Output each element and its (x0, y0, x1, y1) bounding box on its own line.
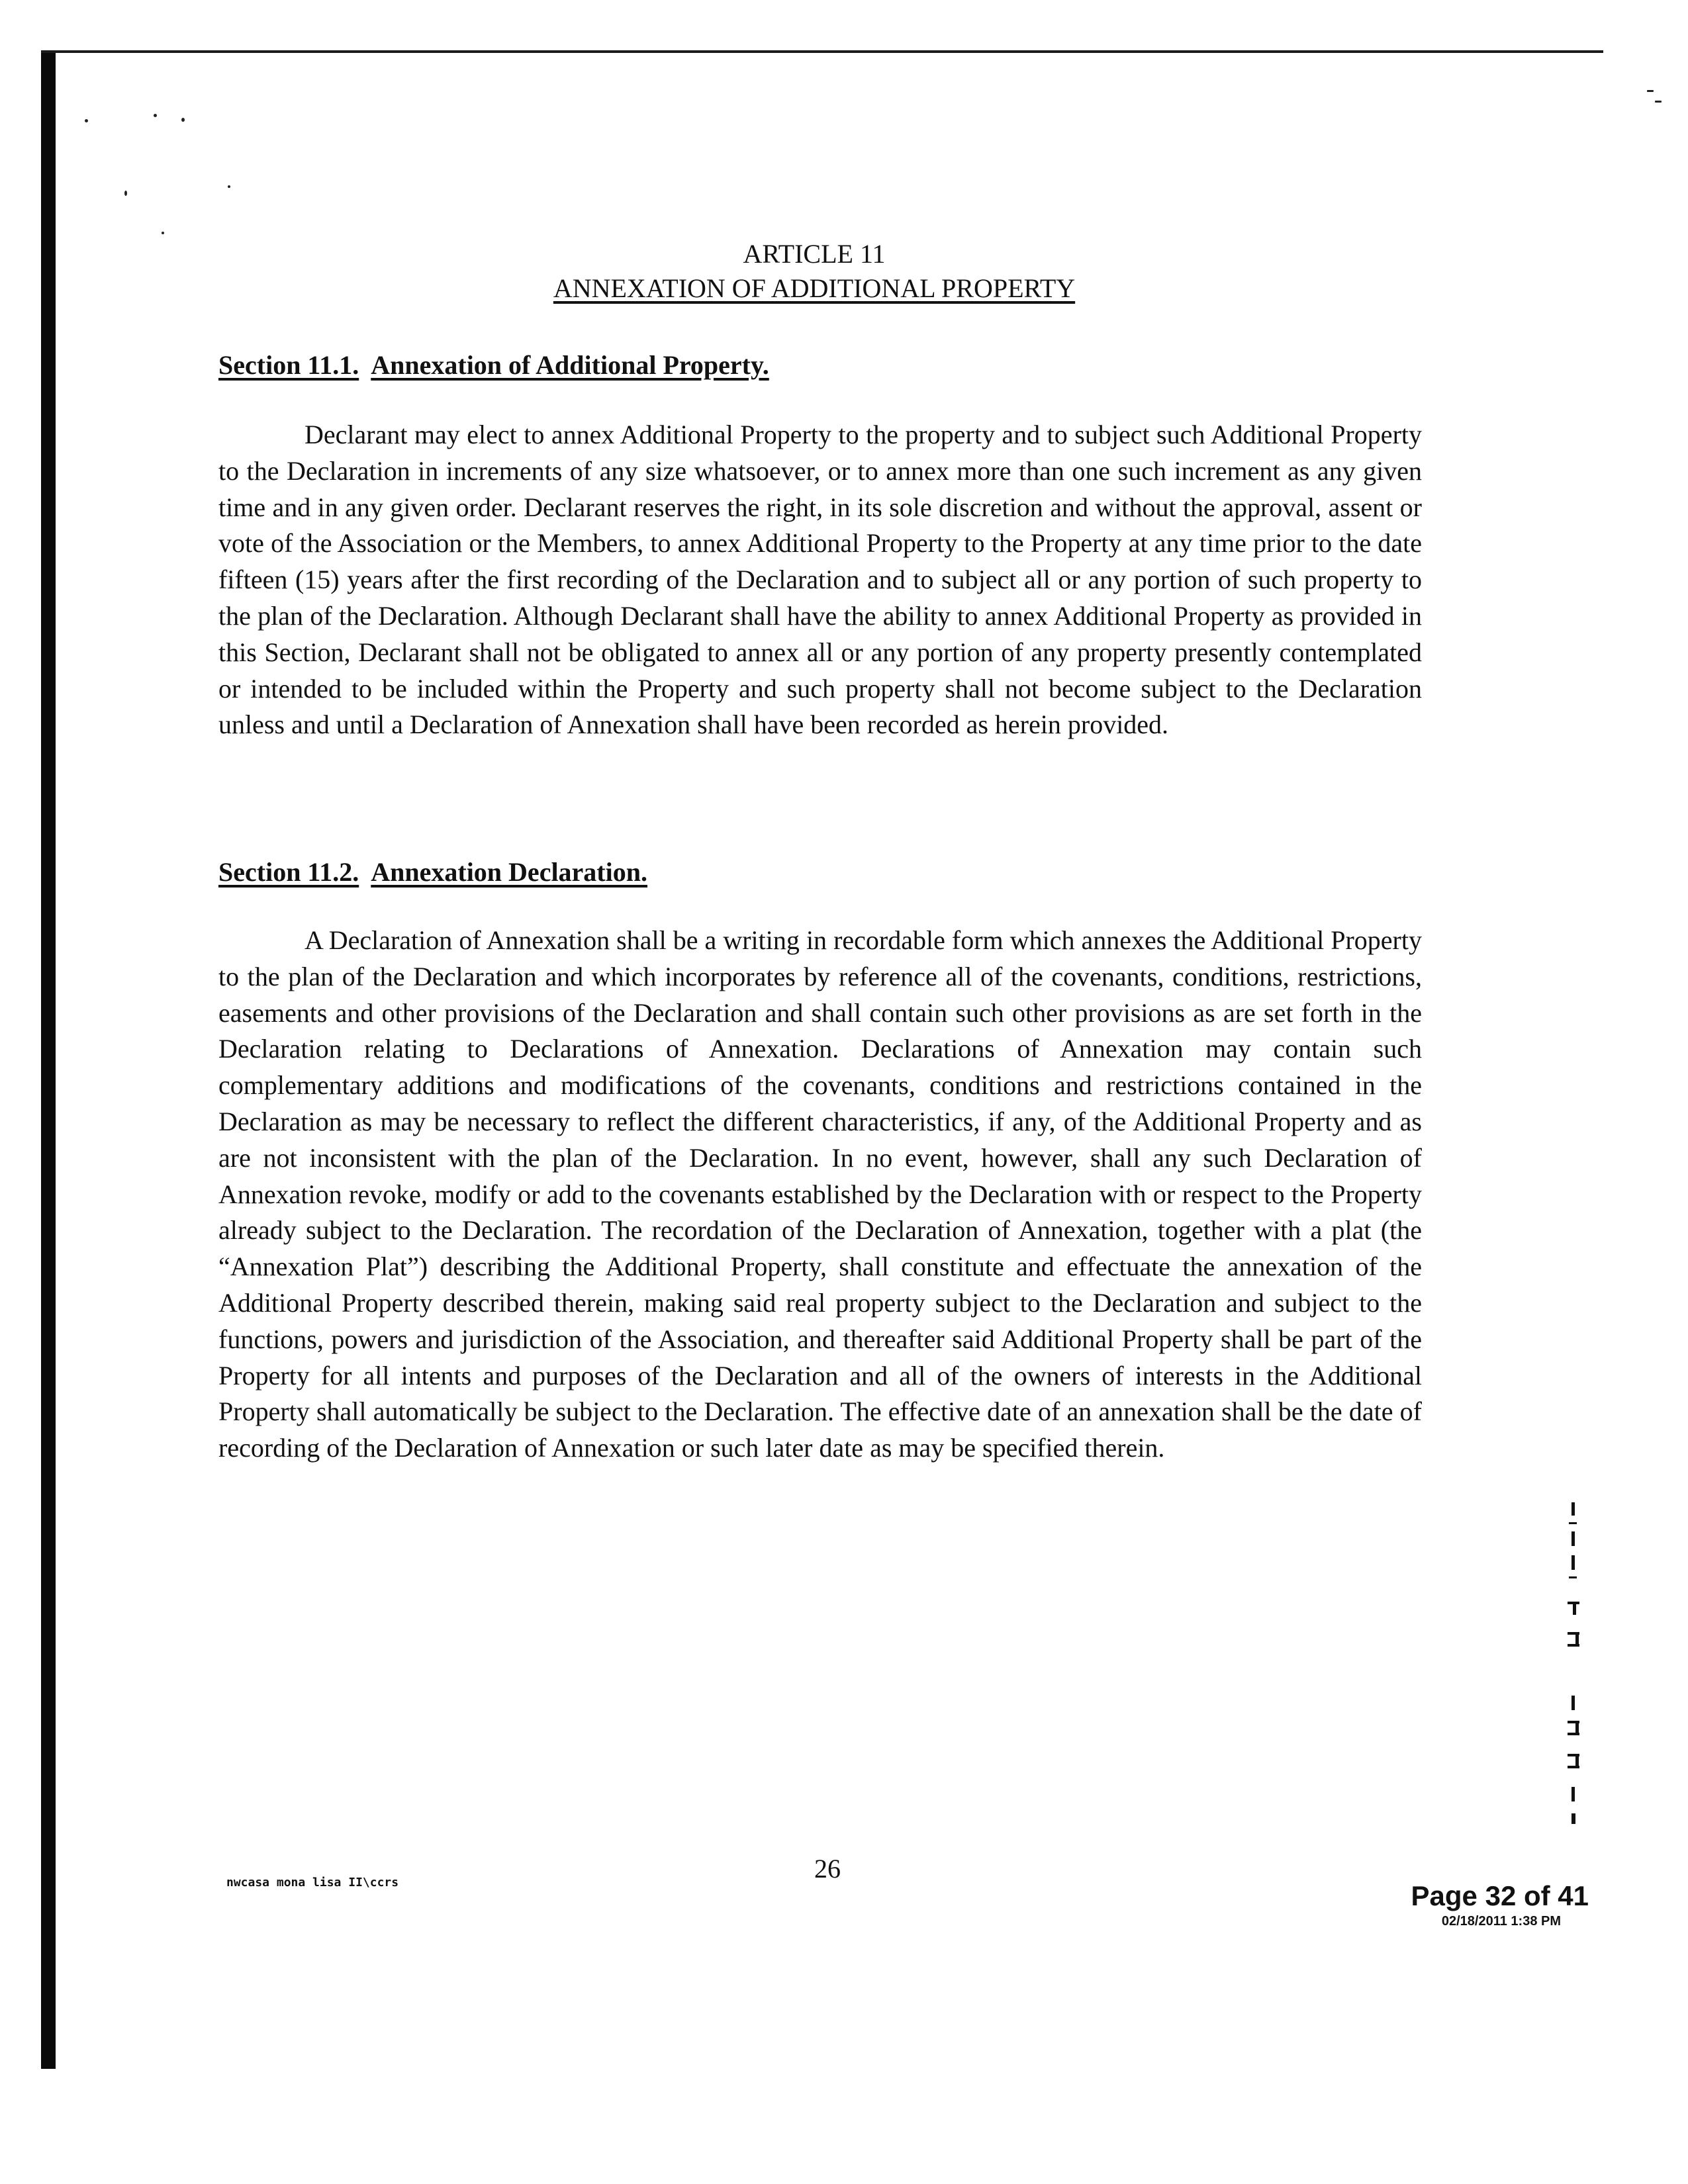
scan-edge-bar (41, 50, 56, 2069)
scan-speck (181, 118, 185, 122)
scan-speck (162, 232, 164, 234)
date-stamp: 02/18/2011 1:38 PM (1441, 1914, 1561, 1929)
scan-speck (228, 185, 230, 188)
scan-speck (1655, 101, 1662, 103)
scan-speck (154, 114, 157, 117)
section-number: Section 11.2. (218, 857, 359, 887)
section-title: Annexation of Additional Property. (371, 350, 769, 380)
scan-top-line (41, 50, 1603, 53)
article-title: ANNEXATION OF ADDITIONAL PROPERTY (553, 273, 1076, 303)
section-heading (218, 348, 769, 383)
section-title: Annexation Declaration. (371, 857, 647, 887)
section-body: Declarant may elect to annex Additional Property to the property and to subject such Additional Property to the Declaration in increments of any size whatsoever, or to annex more than one such increment as any given time and in any given order. Declarant reserves the right, in its sole discretion and without the approval, assent or vote of the Association or the Members, to annex Additional Property to the Property at any time prior to the date fifteen (15) years after the first recording of the Declaration and to subject all or any portion of such property to the plan of the Declaration. Although Declarant shall have the ability to annex Additional Property as provided in this Section, Declarant shall not be obligated to annex all or any portion of any property presently contemplated or intended to be included within the Property and such property shall not become subject to the Declaration unless and until a Declaration of Annexation shall have been recorded as herein provided. (218, 420, 1422, 740)
section-heading (218, 855, 647, 889)
scan-speck (85, 119, 88, 122)
section-body: A Declaration of Annexation shall be a writing in recordable form which annexes the Additional Property to the plan of the Declaration and which incorporates by reference all of the covenants, conditions, restrictions, easements and other provisions of the Declaration and shall contain such other provisions as are set forth in the Declaration relating to Declarations of Annexation. Declarations of Annexation may contain such complementary additions and modifications of the covenants, conditions and restrictions contained in the Declaration as may be necessary to reflect the different characteristics, if any, of the Additional Property and as are not inconsistent with the plan of the Declaration. In no event, however, shall any such Declaration of Annexation revoke, modify or add to the covenants established by the Declaration with or respect to the Property already subject to the Declaration. The recordation of the Declaration of Annexation, together with a plat (the “Annexation Plat”) describing the Additional Property, shall constitute and effectuate the annexation of the Additional Property described therein, making said real property subject to the Declaration and subject to the functions, powers and jurisdiction of the Association, and thereafter said Additional Property shall be part of the Property for all intents and purposes of the Declaration and all of the owners of interests in the Additional Property shall automatically be subject to the Declaration. The effective date of an annexation shall be the date of recording of the Declaration of Annexation or such later date as may be specified therein. (218, 925, 1422, 1463)
page-stamp: Page 32 of 41 (1411, 1880, 1589, 1911)
file-code: nwcasa mona lisa II\ccrs (226, 1876, 399, 1889)
page-number: 26 (814, 1854, 841, 1884)
scan-speck (124, 191, 127, 196)
section-number: Section 11.1. (218, 350, 359, 380)
recording-barcode (1562, 1502, 1585, 1833)
article-number: ARTICLE 11 (743, 239, 886, 269)
scan-speck (1647, 90, 1654, 92)
